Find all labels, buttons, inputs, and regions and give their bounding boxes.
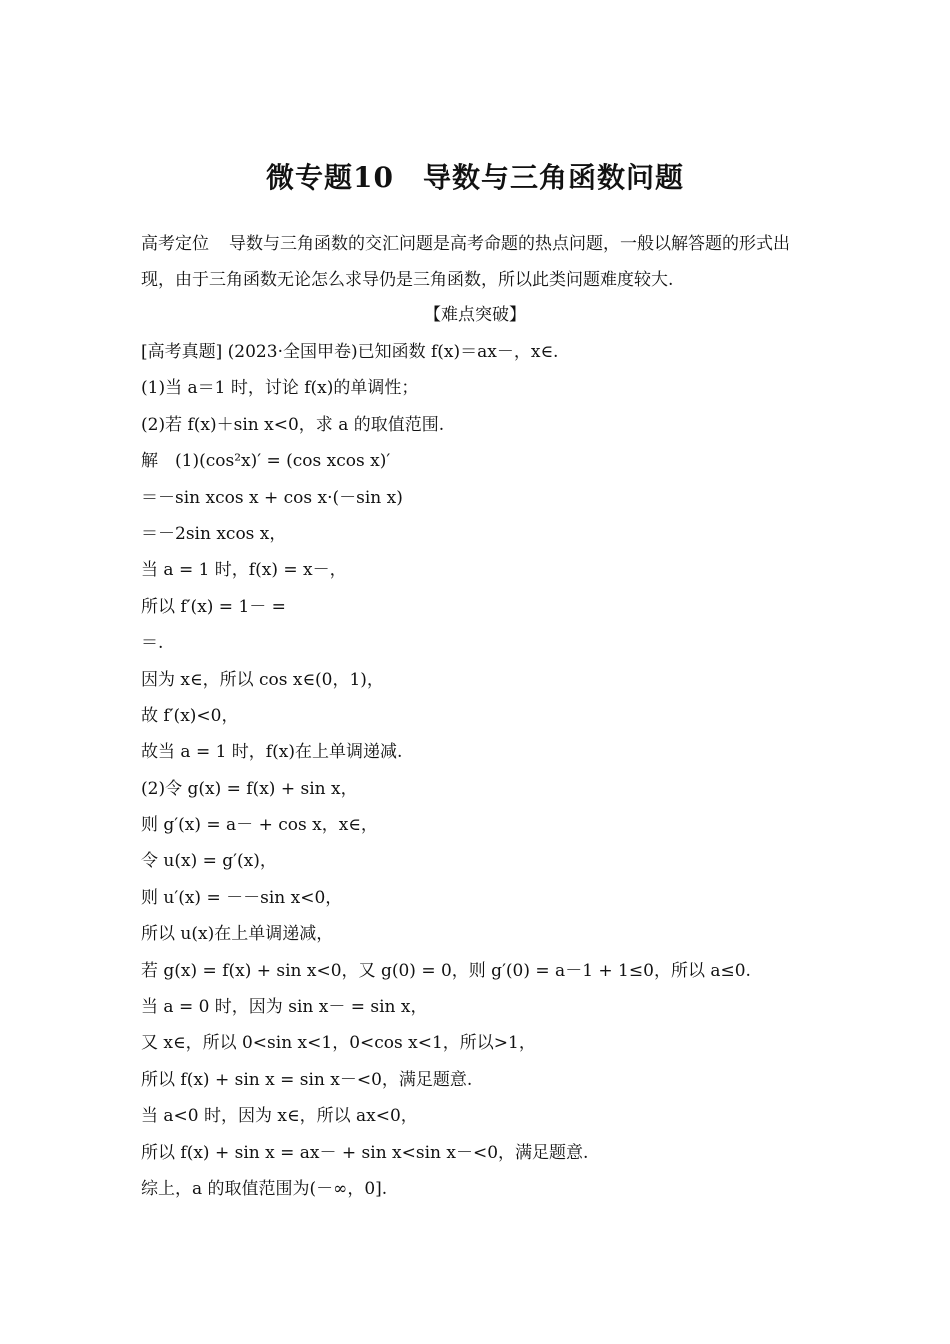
text-line: 所以 f′(x) = 1－ = <box>141 596 286 617</box>
text-line: 令 u(x) = g′(x)， <box>141 851 277 872</box>
text-line: ＝－2sin xcos x， <box>141 523 287 544</box>
text-line: 综上，a 的取值范围为(－∞，0]. <box>141 1178 388 1199</box>
text-line: ＝－sin xcos x + cos x·(－sin x) <box>141 487 403 508</box>
text-line: [高考真题] (2023·全国甲卷)已知函数 f(x)＝ax－，x∈. <box>141 342 559 362</box>
text-line: 所以 f(x) + sin x = ax－ + sin x<sin x－<0，满足题意. <box>141 1142 589 1163</box>
text-line: 当 a = 1 时，f(x) = x－， <box>141 560 347 581</box>
text-line: 所以 u(x)在上单调递减， <box>141 924 334 945</box>
intro-paragraph <box>141 226 811 298</box>
intro-text: 导数与三角函数的交汇问题是高考命题的热点问题，一般以解答题的形式出现，由于三角函数无论怎么求导仍是三角函数，所以此类问题难度较大. <box>141 234 790 290</box>
text-line: (2)令 g(x) = f(x) + sin x， <box>141 778 358 799</box>
section-heading: 【难点突破】 <box>424 305 526 325</box>
text-line: 则 g′(x) = a－ + cos x，x∈， <box>141 815 378 836</box>
solution-body <box>141 334 821 1207</box>
intro-tag: 高考定位 <box>141 234 209 254</box>
text-line: 当 a = 0 时，因为 sin x－ = sin x， <box>141 997 428 1018</box>
text-line: (1)当 a＝1 时，讨论 f(x)的单调性； <box>141 378 419 399</box>
text-line: 当 a<0 时，因为 x∈，所以 ax<0， <box>141 1106 418 1127</box>
text-line: 因为 x∈，所以 cos x∈(0，1)， <box>141 669 384 690</box>
text-line: 解 (1)(cos²x)′ = (cos xcos x)′ <box>141 451 391 472</box>
text-line: 故当 a = 1 时，f(x)在上单调递减. <box>141 742 403 763</box>
text-line: 又 x∈，所以 0<sin x<1，0<cos x<1，所以>1， <box>141 1033 536 1054</box>
text-line: 若 g(x) = f(x) + sin x<0，又 g(0) = 0，则 g′(0) = a－1 + 1≤0，所以 a≤0. <box>141 960 751 981</box>
page-title: 微专题10 导数与三角函数问题 <box>266 161 684 194</box>
text-line: 则 u′(x) = －－sin x<0， <box>141 887 343 908</box>
text-line: (2)若 f(x)＋sin x<0，求 a 的取值范围. <box>141 414 445 435</box>
text-line: ＝. <box>141 633 164 654</box>
text-line: 所以 f(x) + sin x = sin x－<0，满足题意. <box>141 1069 473 1090</box>
text-line: 故 f′(x)<0， <box>141 705 239 726</box>
